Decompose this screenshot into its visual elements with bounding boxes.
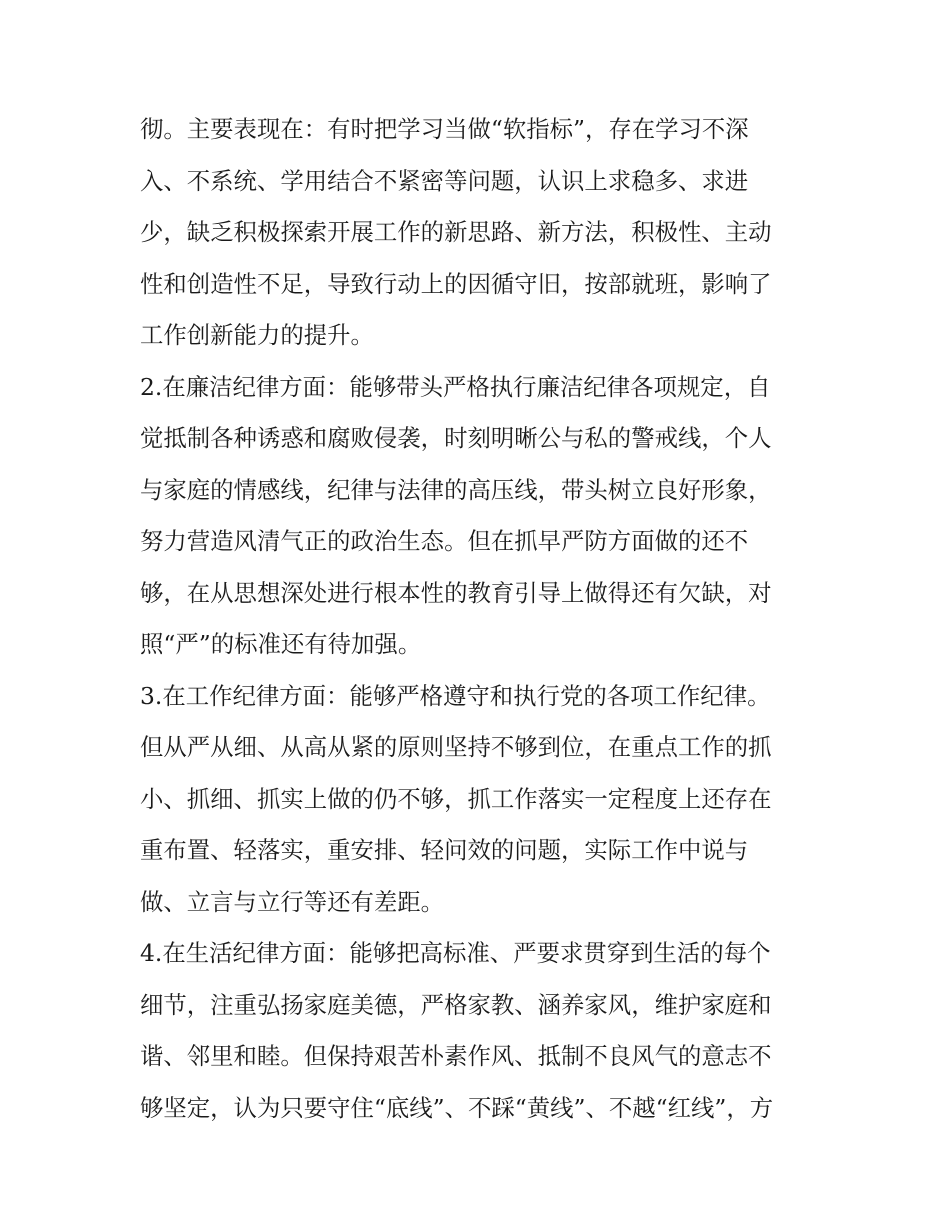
text-line: 入、不系统、学用结合不紧密等问题，认识上求稳多、求进 — [140, 166, 749, 195]
text-line: 细节，注重弘扬家庭美德，严格家教、涵养家风，维护家庭和 — [140, 990, 772, 1019]
text-line: 照“严”的标准还有待加强。 — [140, 630, 422, 658]
text-line: 少，缺乏积极探索开展工作的新思路、新方法，积极性、主动 — [140, 218, 772, 246]
text-line: 做、立言与立行等还有差距。 — [140, 887, 445, 916]
text-line: 性和创造性不足，导致行动上的因循守旧，按部就班，影响了 — [140, 269, 772, 298]
text-line: 努力营造风清气正的政治生态。但在抓早严防方面做的还不 — [140, 527, 749, 555]
text-line: 与家庭的情感线，纪律与法律的高压线，带头树立良好形象， — [140, 475, 772, 504]
text-line: 重布置、轻落实，重安排、轻问效的问题，实际工作中说与 — [140, 836, 749, 864]
text-line: 彻。主要表现在：有时把学习当做“软指标”，存在学习不深 — [140, 115, 749, 143]
text-line: 2.在廉洁纪律方面：能够带头严格执行廉洁纪律各项规定，自 — [140, 372, 771, 401]
text-line: 够坚定，认为只要守住“底线”、不踩“黄线”、不越“红线”，方 — [140, 1093, 774, 1122]
text-line: 4.在生活纪律方面：能够把高标准、严要求贯穿到生活的每个 — [140, 939, 771, 967]
text-line: 3.在工作纪律方面：能够严格遵守和执行党的各项工作纪律。 — [140, 681, 771, 710]
text-line: 小、抓细、抓实上做的仍不够，抓工作落实一定程度上还存在 — [140, 784, 772, 813]
text-line: 够，在从思想深处进行根本性的教育引导上做得还有欠缺，对 — [140, 578, 772, 607]
body-text — [140, 104, 812, 1134]
text-line: 工作创新能力的提升。 — [140, 321, 374, 349]
text-line: 谐、邻里和睦。但保持艰苦朴素作风、抵制不良风气的意志不 — [140, 1042, 772, 1070]
text-line: 觉抵制各种诱惑和腐败侵袭，时刻明晰公与私的警戒线，个人 — [140, 424, 772, 452]
text-line: 但从严从细、从高从紧的原则坚持不够到位，在重点工作的抓 — [140, 733, 772, 761]
